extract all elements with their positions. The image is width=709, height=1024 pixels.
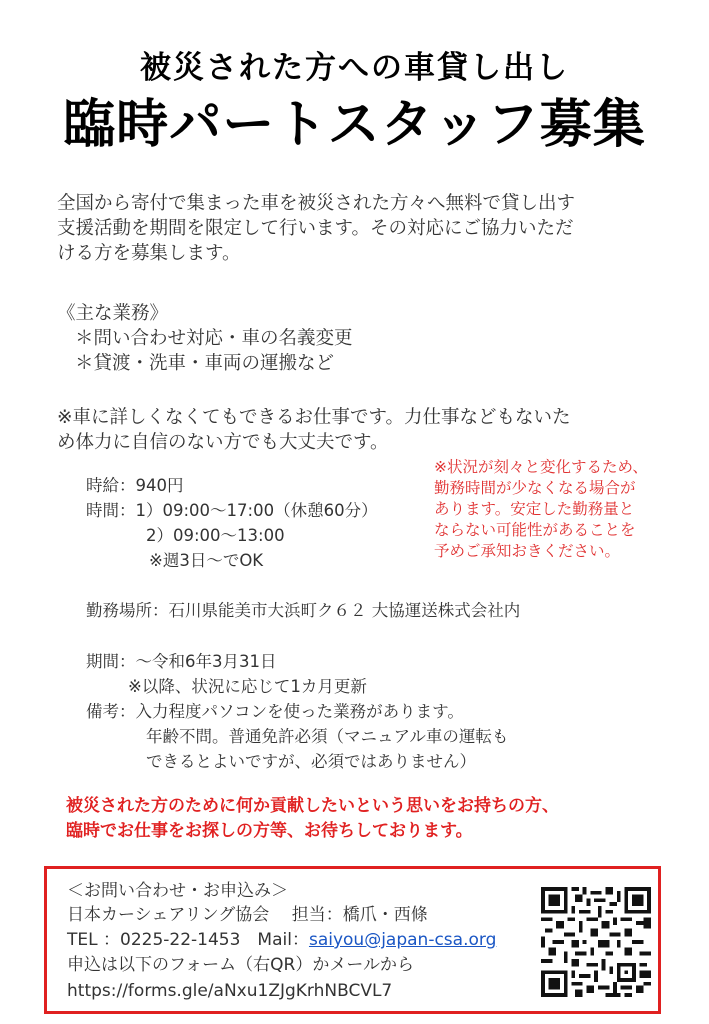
hours-1: 時間：1）09:00～17:00（休憩60分） (86, 501, 378, 520)
duty-item-1: ＊問い合わせ対応・車の名義変更 (75, 328, 353, 349)
closing-line-2: 臨時でお仕事をお探しの方等、お待ちしております。 (66, 821, 473, 841)
remarks-line-3: できるとよいですが、必須ではありません） (146, 752, 476, 771)
note-line-2: め体力に自信のない方でも大丈夫です。 (57, 432, 389, 453)
remarks-line-2: 年齢不問。普通免許必須（マニュアル車の運転も (146, 727, 509, 746)
duty-item-2: ＊貸渡・洗車・車両の運搬など (75, 353, 335, 374)
note-line-1: ※車に詳しくなくてもできるお仕事です。力仕事などもないた (57, 407, 571, 428)
page-title: 臨時パートスタッフ募集 (63, 95, 646, 155)
form-url[interactable]: https://forms.gle/aNxu1ZJgKrhNBCVL7 (67, 981, 393, 1001)
work-location: 勤務場所：石川県能美市大浜町ク６２ 大協運送株式会社内 (86, 601, 521, 620)
contact-org: 日本カーシェアリング協会 担当：橋爪・西條 (67, 905, 428, 925)
remarks-line-1: 備考：入力程度パソコンを使った業務があります。 (86, 702, 464, 721)
email-link[interactable]: saiyou@japan-csa.org (308, 930, 497, 950)
notice-line-2: 勤務時間が少なくなる場合が (434, 479, 636, 497)
qr-code[interactable] (541, 887, 651, 997)
intro-line-1: 全国から寄付で集まった車を被災された方々へ無料で貸し出す (57, 193, 576, 214)
contact-heading: ＜お問い合わせ・お申込み＞ (67, 881, 288, 901)
notice-line-1: ※状況が刻々と変化するため、 (434, 458, 648, 476)
notice-line-5: 予めご承知おきください。 (434, 542, 621, 560)
hours-note: ※週3日～でOK (149, 551, 264, 570)
notice-line-4: ならない可能性があることを (434, 521, 636, 539)
hours-2: 2）09:00～13:00 (146, 526, 285, 545)
period: 期間：～令和6年3月31日 (86, 652, 277, 671)
contact-box (44, 866, 661, 1014)
wage: 時給：940円 (86, 476, 184, 495)
contact-tel-mail (67, 928, 496, 952)
duties-heading: 《主な業務》 (57, 303, 169, 324)
contact-apply: 申込は以下のフォーム（右QR）かメールから (67, 955, 415, 975)
notice-line-3: あります。安定した勤務量と (434, 500, 635, 518)
intro-line-3: ける方を募集します。 (57, 243, 241, 264)
intro-line-2: 支援活動を期間を限定して行います。その対応にご協力いただ (57, 218, 574, 239)
contact-tel: TEL ：0225-22-1453 Mail： (67, 930, 309, 950)
closing-line-1: 被災された方のために何か貢献したいという思いをお持ちの方、 (66, 796, 559, 816)
period-note: ※以降、状況に応じて1カ月更新 (128, 677, 367, 696)
subtitle: 被災された方への車貸し出し (140, 50, 569, 86)
